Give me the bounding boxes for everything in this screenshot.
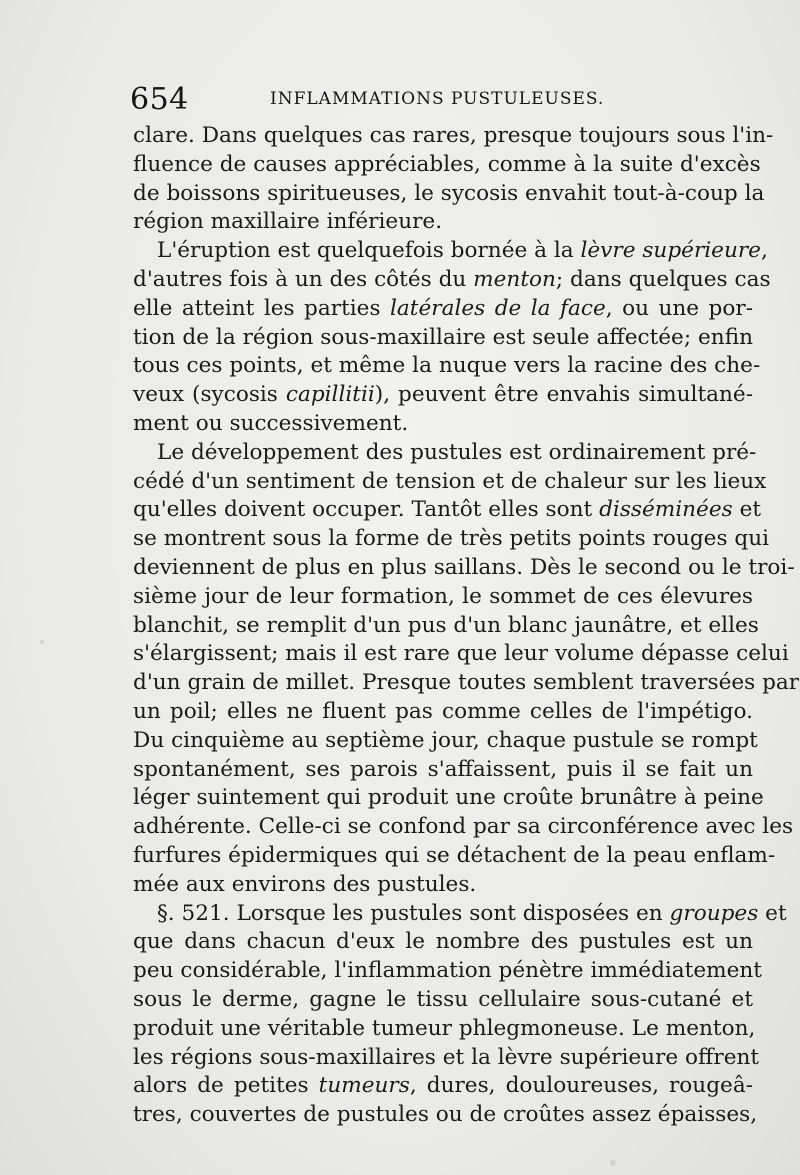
text-line — [133, 813, 794, 842]
italic-text: capillitii — [285, 382, 375, 408]
text-line — [133, 612, 759, 641]
text-segment: ; dans quelques cas — [555, 266, 771, 292]
text-line — [133, 151, 761, 180]
italic-text: disséminées — [599, 497, 733, 523]
italic-text: menton — [473, 266, 556, 292]
text-segment: un poil; elles ne fluent pas comme celles de l'impétigo. — [133, 698, 753, 724]
text-segment: d'un grain de millet. Presque toutes semblent traversées par — [133, 670, 800, 696]
text-segment: adhérente. Celle-ci se confond par sa circonférence avec les — [133, 814, 794, 840]
text-segment: sous le derme, gagne le tissu cellulaire sous-cutané et — [133, 986, 753, 1012]
text-line — [133, 900, 787, 929]
text-line — [133, 871, 753, 900]
text-segment: mée aux environs des pustules. — [133, 871, 477, 897]
text-segment: d'autres fois à un des côtés du — [133, 266, 474, 292]
paper-stain — [40, 640, 44, 644]
text-line — [133, 122, 774, 151]
italic-text: latérales de la face — [390, 295, 606, 321]
text-segment: région maxillaire inférieure. — [133, 209, 443, 235]
text-segment: tres, couvertes de pustules ou de croûtes assez épaisses, — [133, 1102, 758, 1128]
text-segment: et — [732, 497, 762, 523]
text-segment: Le développement des pustules est ordinairement pré- — [157, 439, 757, 465]
text-line — [133, 842, 776, 871]
text-segment: clare. Dans quelques cas rares, presque toujours sous l'in- — [133, 123, 774, 148]
text-segment: tous ces points, et même la nuque vers la racine des che- — [133, 353, 761, 379]
page-header — [130, 82, 750, 122]
italic-text: tumeurs — [318, 1073, 410, 1099]
text-line — [133, 410, 753, 439]
text-line — [133, 583, 753, 612]
text-segment: , ou une por- — [605, 295, 753, 321]
paper-stain — [610, 1160, 616, 1166]
text-line — [133, 1044, 760, 1073]
text-segment: furfures épidermiques qui se détachent de la peau enflam- — [133, 842, 776, 868]
text-line — [133, 957, 762, 986]
text-line — [133, 756, 753, 785]
text-line — [133, 554, 795, 583]
text-line — [133, 1072, 753, 1101]
text-segment: , — [760, 238, 768, 264]
text-segment: alors de petites — [133, 1073, 319, 1099]
text-line — [133, 928, 753, 957]
text-line — [133, 324, 753, 353]
text-segment: ), peuvent être envahis simultané- — [374, 382, 753, 408]
text-segment: tion de la région sous-maxillaire est seule affectée; enfin — [133, 324, 753, 350]
text-line — [133, 1101, 758, 1130]
text-line — [133, 496, 762, 525]
text-line — [133, 468, 767, 497]
text-segment: Du cinquième au septième jour, chaque pustule se rompt — [133, 727, 758, 753]
text-line — [133, 352, 761, 381]
body-text — [133, 122, 800, 1130]
text-line — [133, 669, 800, 698]
text-segment: §. 521. Lorsque les pustules sont disposées en — [157, 900, 670, 926]
italic-text: lèvre supérieure — [580, 238, 761, 264]
page-number: 654 — [130, 82, 189, 117]
text-line — [133, 986, 753, 1015]
text-segment: les régions sous-maxillaires et la lèvre supérieure offrent — [133, 1044, 760, 1070]
text-segment: deviennent de plus en plus saillans. Dès le second ou le troi- — [133, 554, 795, 580]
text-line — [133, 727, 758, 756]
running-head: INFLAMMATIONS PUSTULEUSES. — [270, 89, 605, 109]
text-line — [133, 381, 753, 410]
text-line — [133, 1015, 756, 1044]
text-segment: elle atteint les parties — [133, 295, 391, 321]
text-segment: cédé d'un sentiment de tension et de chaleur sur les lieux — [133, 468, 767, 494]
text-segment: spontanément, ses parois s'affaissent, puis il se fait un — [133, 756, 753, 782]
text-segment: , dures, douloureuses, rougeâ- — [409, 1073, 753, 1099]
text-segment: veux (sycosis — [133, 382, 286, 408]
text-segment: fluence de causes appréciables, comme à la suite d'excès — [133, 151, 761, 177]
text-line — [133, 439, 757, 468]
text-segment: ment ou successivement. — [133, 410, 409, 436]
text-line — [133, 266, 771, 295]
text-line — [133, 237, 768, 266]
text-segment: peu considérable, l'inflammation pénètre immédiatement — [133, 958, 762, 984]
text-line — [133, 525, 770, 554]
text-segment: sième jour de leur formation, le sommet de ces élevures — [133, 583, 753, 609]
italic-text: groupes — [669, 900, 759, 926]
text-segment: que dans chacun d'eux le nombre des pustules est un — [133, 929, 753, 955]
text-segment: léger suintement qui produit une croûte brunâtre à peine — [133, 785, 764, 811]
text-segment: et — [758, 900, 787, 926]
text-line — [133, 640, 789, 669]
text-line — [133, 784, 764, 813]
text-line — [133, 180, 765, 209]
text-line — [133, 208, 753, 237]
text-segment: qu'elles doivent occuper. Tantôt elles sont — [133, 497, 600, 523]
text-segment: s'élargissent; mais il est rare que leur volume dépasse celui — [133, 641, 789, 667]
text-line — [133, 698, 753, 727]
text-segment: de boissons spiritueuses, le sycosis envahit tout-à-coup la — [133, 180, 765, 206]
text-line — [133, 295, 753, 324]
text-segment: produit une véritable tumeur phlegmoneuse. Le menton, — [133, 1015, 756, 1041]
text-segment: se montrent sous la forme de très petits points rouges qui — [133, 526, 770, 552]
text-segment: blanchit, se remplit d'un pus d'un blanc jaunâtre, et elles — [133, 612, 759, 638]
text-segment: L'éruption est quelquefois bornée à la — [157, 238, 581, 264]
